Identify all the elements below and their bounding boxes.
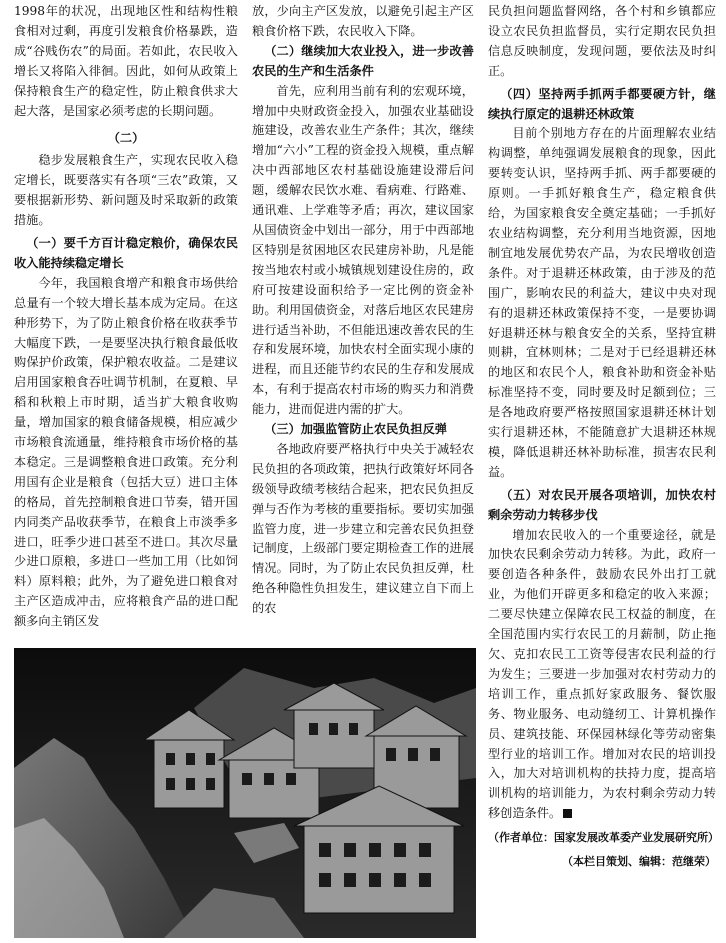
- section-heading: （五）对农民开展各项培训，加快农村剩余劳动力转移步伐: [488, 487, 716, 522]
- editor-credit: （本栏目策划、编辑：范继荣）: [562, 855, 716, 869]
- paragraph: 民负担问题监督网络，各个村和乡镇都应设立农民负担监督员，实行定期农民负担信息反映制度，发现问题，要依法及时纠正。: [488, 4, 716, 78]
- paragraph: 放，少向主产区发放，以避免引起主产区粮食价格下跌，农民收入下降。: [252, 4, 474, 38]
- paragraph: 稳步发展粮食生产，实现农民收入稳定增长，既要落实有各项“三农”政策，又要根据新形势、新问题及时采取新的政策措施。: [14, 153, 238, 228]
- paragraph: 各地政府要严格执行中央关于减轻农民负担的各项政策，把执行政策好坏同各级领导政绩考核结合起来，把农民负担反弹与否作为考核的重要指标。要切实加强监管力度，进一步建立和完善农民负担登记制度，上级部门要定期检查工作的进展情况。同时，为了防止农民负担反弹，杜绝各种隐性负担发生，建议建立自下而上的农: [252, 441, 474, 616]
- column-2: [252, 2, 474, 619]
- end-mark-icon: [563, 809, 572, 818]
- village-photo: [14, 648, 476, 938]
- village-photo-graphic: [14, 648, 476, 938]
- paragraph: 1998年的状况，出现地区性和结构性粮食相对过剩，再度引发粮食价格暴跌，造成“谷贱伤农”的局面。若如此，农民收入增长又将陷入徘徊。因此，如何从政策上保持粮食生产的稳定性，防止粮食供求大起大落，是国家必须考虑的长期问题。: [14, 4, 238, 118]
- section-number: （二）: [107, 131, 145, 146]
- paragraph: 今年，我国粮食增产和粮食市场供给总量有一个较大增长基本成为定局。在这种形势下，为了防止粮食价格在收获季节大幅度下跌，一是要坚决执行粮食最低收购保护价政策，保护粮农收益。二是建议启用国家粮食吞吐调节机制，在夏粮、早稻和秋粮上市时期，适当扩大粮食收购量，增加国家的粮食储备规模，相应减少市场粮食流通量，维持粮食市场价格的基本稳定。三是调整粮食进口政策。充分利用国有企业是粮食（包括大豆）进口主体的格局，首先控制粮食进口节奏，错开国内同类产品收获季节，在粮食上市淡季多进口，旺季少进口甚至不进口。其次尽量少进口原粮，多进口一些加工用（比如饲料）原料粮；此外，为了避免进口粮食对主产区造成冲击，应将粮食产品的进口配额多向主销区发: [14, 275, 238, 629]
- paragraph: [488, 526, 716, 825]
- column-3: [488, 2, 719, 872]
- section-heading: （四）坚持两手抓两手都要硬方针，继续执行原定的退耕还林政策: [488, 86, 716, 121]
- section-heading: （二）继续加大农业投入，进一步改善农民的生产和生活条件: [252, 43, 474, 78]
- section-heading: （一）要千方百计稳定粮价，确保农民收入能持续稳定增长: [14, 235, 238, 270]
- column-1: [14, 2, 238, 632]
- paragraph: 目前个别地方存在的片面理解农业结构调整，单纯强调发展粮食的现象，因此要转变认识，坚持两手抓、两手都要硬的原则。一手抓好粮食生产，稳定粮食供给，为国家粮食安全奠定基础；一手抓好农业结构调整，充分利用当地资源，因地制宜地发展优势农产品，为农民增收创造条件。对于退耕还林政策，由于涉及的范围广，影响农民的利益大，建议中央对现有的退耕还林政策保持不变，一是要协调好退耕还林与粮食安全的关系，坚持宜耕则耕，宜林则林；二是对于已经退耕还林的地区和农民个人，粮食补助和资金补贴标准坚持不变，同时要及时足额到位；三是各地政府要严格按照国家退耕还林计划实行退耕还林，不能随意扩大退耕还林规模，降低退耕还林补助标准，损害农民利益。: [488, 126, 716, 479]
- paragraph: 首先，应利用当前有利的宏观环境，增加中央财政资金投入，加强农业基础设施建设，改善农业生产条件；其次，继续增加“六小”工程的资金投入规模，重点解决中西部地区农村基础设施建设滞后问题，缓解农民饮水难、看病难、行路难、通讯难、上学难等矛盾；再次，建议国家从国债资金中划出一部分，用于中西部地区特别是贫困地区农民建房补助，凡是能按当地农村或小城镇规划建设住房的，政府可按建设面积给予一定比例的资金补助。利用国债资金，对落后地区农民建房进行适当补助，不但能迅速改善农民的生存和发展环境，加快农村全面实现小康的进程，而且还能节约农民的生存和发展成本，有利于提高农村市场的购买力和消费能力，进而促进内需的扩大。: [252, 83, 474, 417]
- author-affiliation: （作者单位：国家发展改革委产业发展研究所）: [488, 831, 719, 845]
- section-heading: （三）加强监管防止农民负担反弹: [264, 422, 447, 437]
- paragraph-text: 增加农民收入的一个重要途径，就是加快农民剩余劳动力转移。为此，政府一要创造各种条件，鼓励农民外出打工就业，为他们开辟更多和稳定的收入来源；二要尽快建立保障农民工权益的制度，在全国范围内实行农民工的月薪制，防止拖欠、克扣农民工工资等侵害农民利益的行为发生；三要进一步加强对农村劳动力的培训工作，重点抓好家政服务、餐饮服务、物业服务、电动缝纫工、计算机操作员、建筑技能、环保园林绿化等劳动密集型行业的培训工作。增加对农民的培训投入，加大对培训机构的扶持力度，提高培训机构的培训能力，为农村剩余劳动力转移创造条件。: [488, 527, 716, 821]
